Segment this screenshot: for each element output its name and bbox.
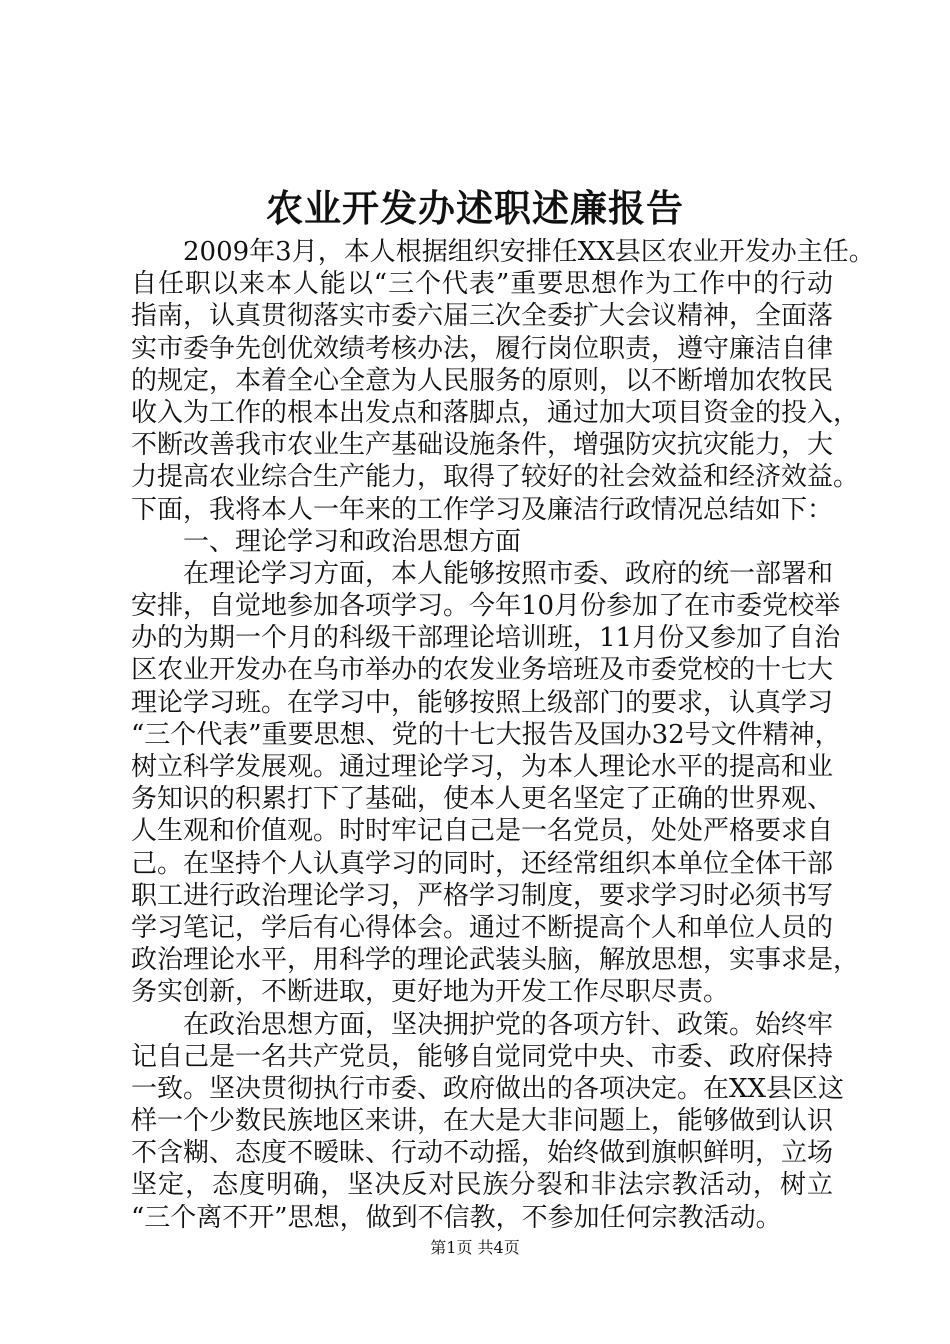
body-line: 的规定，本着全心全意为人民服务的原则，以不断增加农牧民 [131, 365, 834, 396]
document-body [131, 236, 875, 1234]
body-line: 在理论学习方面，本人能够按照市委、政府的统一部署和 [131, 558, 834, 589]
body-line: 职工进行政治理论学习，严格学习制度，要求学习时必须书写 [131, 880, 834, 911]
body-line: “三个代表”重要思想、党的十七大报告及国办32号文件精神， [131, 719, 841, 750]
body-line: 务知识的积累打下了基础，使本人更名坚定了正确的世界观、 [131, 784, 834, 815]
body-line: 政治理论水平，用科学的理论武装头脑，解放思想，实事求是， [131, 945, 860, 976]
body-line: 不断改善我市农业生产基础设施条件，增强防灾抗灾能力，大 [131, 430, 834, 461]
body-line: 记自己是一名共产党员，能够自觉同党中央、市委、政府保持 [131, 1041, 834, 1072]
body-line: 在政治思想方面，坚决拥护党的各项方针、政策。始终牢 [131, 1009, 834, 1040]
body-line: 人生观和价值观。时时牢记自己是一名党员，处处严格要求自 [131, 816, 834, 847]
body-line: 收入为工作的根本出发点和落脚点，通过加大项目资金的投入， [131, 397, 860, 428]
body-line: 务实创新，不断进取，更好地为开发工作尽职尽责。 [131, 977, 730, 1008]
body-line: 样一个少数民族地区来讲，在大是大非问题上，能够做到认识 [131, 1106, 834, 1137]
body-line: “三个离不开”思想，做到不信教，不参加任何宗教活动。 [131, 1202, 782, 1233]
body-line: 理论学习班。在学习中，能够按照上级部门的要求，认真学习 [131, 687, 834, 718]
body-line: 树立科学发展观。通过理论学习，为本人理论水平的提高和业 [131, 752, 834, 782]
body-line: 区农业开发办在乌市举办的农发业务培班及市委党校的十七大 [131, 655, 834, 686]
body-line: 己。在坚持个人认真学习的同时，还经常组织本单位全体干部 [131, 848, 834, 879]
body-line: 实市委争先创优效绩考核办法，履行岗位职责，遵守廉洁自律 [131, 333, 834, 364]
body-line: 办的为期一个月的科级干部理论培训班，11月份又参加了自治 [131, 623, 841, 654]
body-line: 指南，认真贯彻落实市委六届三次全委扩大会议精神，全面落 [131, 301, 834, 332]
body-line: 不含糊、态度不暧昧、行动不动摇，始终做到旗帜鲜明，立场 [131, 1138, 834, 1169]
document-title: 农业开发办述职述廉报告 [266, 186, 684, 230]
body-line: 学习笔记，学后有心得体会。通过不断提高个人和单位人员的 [131, 912, 834, 943]
body-line: 力提高农业综合生产能力，取得了较好的社会效益和经济效益。 [131, 462, 860, 493]
body-line: 一致。坚决贯彻执行市委、政府做出的各项决定。在XX县区这 [131, 1073, 845, 1104]
body-line: 坚定，态度明确，坚决反对民族分裂和非法宗教活动，树立 [131, 1170, 833, 1201]
body-line: 2009年3月，本人根据组织安排任XX县区农业开发办主任。 [131, 237, 875, 267]
page-footer: 第1页 共4页 [430, 1238, 520, 1257]
body-line: 下面，我将本人一年来的工作学习及廉洁行政情况总结如下： [131, 494, 834, 525]
body-line: 一、理论学习和政治思想方面 [131, 526, 522, 557]
body-line: 自任职以来本人能以“三个代表”重要思想作为工作中的行动 [131, 269, 833, 300]
body-line: 安排，自觉地参加各项学习。今年10月份参加了在市委党校举 [131, 591, 841, 622]
